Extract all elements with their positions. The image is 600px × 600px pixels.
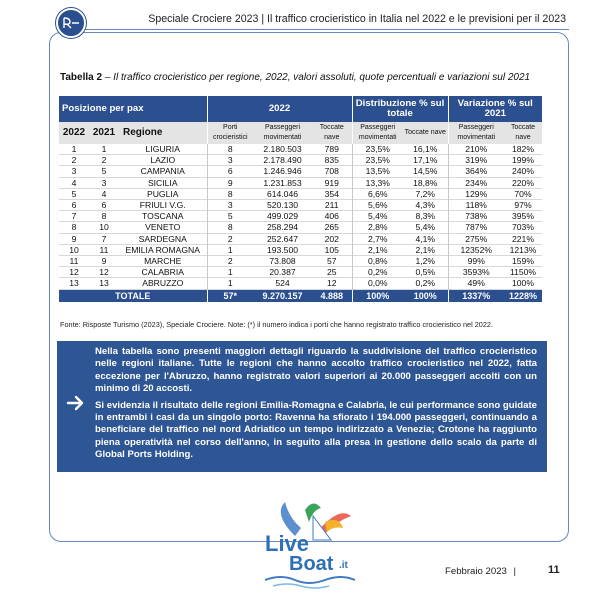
cell-pos-2021: 11: [89, 244, 119, 255]
cell-pos-2021: 2: [89, 155, 119, 166]
note-paragraph-2: Si evidenzia il risultato delle regioni Emilia-Romagna e Calabria, le cui performance sono guidate in entrambi i casi da un singolo porto: Ravenna ha sfiorato i 194.000 passeggeri, continuando a beneficiare del traffico nel nord Adriatico un tempo indirizzato a Venezia; Crotone ha raggiunto piena operatività nel corso dell'anno, in seguito alla presa in gestione dello scalo da parte di Global Ports Holding.: [95, 399, 537, 461]
cell-pos-2022: 5: [59, 188, 89, 199]
group-header-distribution: Distribuzione % sul totale: [352, 96, 448, 122]
cell-pos-2022: 6: [59, 200, 89, 211]
cell-var-calls: 100%: [504, 278, 542, 289]
cell-var-passengers: 364%: [448, 166, 504, 177]
table-caption-text: – Il traffico crocieristico per regione, 2022, valori assoluti, quote percentuali e variazioni sul 2021: [102, 72, 531, 83]
cell-dist-passengers: 23,5%: [352, 155, 403, 166]
cell-ports: 8: [207, 188, 253, 199]
footer-date: [445, 566, 516, 577]
cell-ports: 1: [207, 278, 253, 289]
cell-var-passengers: 210%: [448, 144, 504, 155]
col-header-region: Regione: [119, 122, 207, 144]
cell-region: LIGURIA: [119, 144, 207, 155]
cell-pos-2021: 9: [89, 256, 119, 267]
table-caption-label: Tabella 2: [60, 72, 103, 83]
cell-passengers: 1.231.853: [253, 177, 312, 188]
cell-var-passengers: 129%: [448, 188, 504, 199]
page-number: 11: [548, 564, 560, 576]
cell-pos-2022: 8: [59, 222, 89, 233]
cell-ports: 5: [207, 211, 253, 222]
cell-region: CALABRIA: [119, 267, 207, 278]
cell-dist-passengers: 0,2%: [352, 267, 403, 278]
table-row: [59, 278, 542, 289]
group-header-row: [59, 96, 542, 122]
emblem-wave-icon: [273, 584, 329, 588]
emblem-leaf-icon: [325, 520, 343, 532]
cell-region: PUGLIA: [119, 188, 207, 199]
cell-calls: 354: [312, 188, 352, 199]
cell-dist-calls: 16,1%: [403, 144, 448, 155]
cell-dist-calls: 1,2%: [403, 256, 448, 267]
cell-var-passengers: 99%: [448, 256, 504, 267]
cell-pos-2021: 7: [89, 233, 119, 244]
cell-dist-passengers: 0,0%: [352, 278, 403, 289]
cell-dist-passengers: 6,6%: [352, 188, 403, 199]
cell-ports: 9: [207, 177, 253, 188]
cell-var-calls: 70%: [504, 188, 542, 199]
cell-region: EMILIA ROMAGNA: [119, 244, 207, 255]
total-var-calls: 1228%: [504, 289, 542, 302]
arrow-right-icon: [66, 393, 86, 413]
cell-dist-calls: 0,5%: [403, 267, 448, 278]
total-calls: 4.888: [312, 289, 352, 302]
cell-pos-2022: 1: [59, 144, 89, 155]
emblem-word-2: Boat: [289, 553, 334, 575]
cell-calls: 265: [312, 222, 352, 233]
note-box: [57, 341, 547, 472]
cell-dist-passengers: 2,8%: [352, 222, 403, 233]
table-row: [59, 177, 542, 188]
cell-ports: 2: [207, 233, 253, 244]
cell-ports: 3: [207, 155, 253, 166]
cell-pos-2022: 9: [59, 233, 89, 244]
cell-var-passengers: 3593%: [448, 267, 504, 278]
cell-calls: 105: [312, 244, 352, 255]
emblem-word-1: Live: [265, 531, 310, 556]
total-passengers: 9.270.157: [253, 289, 312, 302]
footer-date-text: Febbraio 2023: [445, 566, 507, 577]
group-header-2022: 2022: [207, 96, 352, 122]
col-header-var-passengers: Passeggeri movimentati: [448, 122, 504, 144]
cell-region: MARCHE: [119, 256, 207, 267]
emblem-suffix: .it: [339, 560, 348, 571]
col-header-dist-passengers: Passeggeri movimentati: [352, 122, 403, 144]
total-var-passengers: 1337%: [448, 289, 504, 302]
cell-passengers: 193.500: [253, 244, 312, 255]
table-row: [59, 233, 542, 244]
cell-pos-2021: 4: [89, 188, 119, 199]
header-rule: [80, 29, 569, 30]
logo-mark-icon: [61, 16, 81, 30]
col-header-dist-calls: Toccate nave: [403, 122, 448, 144]
cell-ports: 8: [207, 222, 253, 233]
table-body: [59, 144, 542, 289]
table-row: [59, 200, 542, 211]
cell-var-passengers: 12352%: [448, 244, 504, 255]
cell-calls: 919: [312, 177, 352, 188]
table-row: [59, 155, 542, 166]
cell-var-calls: 159%: [504, 256, 542, 267]
cell-region: FRIULI V.G.: [119, 200, 207, 211]
cell-dist-passengers: 5,6%: [352, 200, 403, 211]
cell-region: CAMPANIA: [119, 166, 207, 177]
source-note: Fonte: Risposte Turismo (2023), Speciale Crociere. Note: (*) il numero indica i porti che hanno registrato traffico crocieristico nel 2022.: [60, 320, 494, 329]
cell-calls: 57: [312, 256, 352, 267]
cell-pos-2022: 11: [59, 256, 89, 267]
cell-var-passengers: 234%: [448, 177, 504, 188]
cell-ports: 1: [207, 267, 253, 278]
cell-passengers: 258.294: [253, 222, 312, 233]
footer-separator: |: [513, 566, 517, 577]
cell-var-calls: 240%: [504, 166, 542, 177]
cell-pos-2021: 5: [89, 166, 119, 177]
table-row: [59, 166, 542, 177]
group-header-variation: Variazione % sul 2021: [448, 96, 542, 122]
cell-region: LAZIO: [119, 155, 207, 166]
table-row: [59, 211, 542, 222]
cell-pos-2021: 12: [89, 267, 119, 278]
cell-passengers: 2.178.490: [253, 155, 312, 166]
cell-passengers: 20.387: [253, 267, 312, 278]
cell-pos-2021: 10: [89, 222, 119, 233]
cell-dist-calls: 14,5%: [403, 166, 448, 177]
cell-ports: 1: [207, 244, 253, 255]
cell-ports: 2: [207, 256, 253, 267]
cell-calls: 835: [312, 155, 352, 166]
cell-pos-2021: 6: [89, 200, 119, 211]
cell-passengers: 1.246.946: [253, 166, 312, 177]
cell-var-calls: 199%: [504, 155, 542, 166]
sub-header-row: [59, 122, 542, 144]
cell-var-calls: 1150%: [504, 267, 542, 278]
cell-passengers: 73.808: [253, 256, 312, 267]
cell-var-calls: 220%: [504, 177, 542, 188]
cell-pos-2022: 2: [59, 155, 89, 166]
emblem-wave-icon: [265, 577, 355, 583]
col-header-ports: Porti crocieristici: [207, 122, 253, 144]
cell-calls: 708: [312, 166, 352, 177]
cell-pos-2021: 1: [89, 144, 119, 155]
cell-passengers: 520.130: [253, 200, 312, 211]
cell-dist-calls: 4,1%: [403, 233, 448, 244]
cell-pos-2021: 3: [89, 177, 119, 188]
cell-dist-calls: 5,4%: [403, 222, 448, 233]
cell-ports: 8: [207, 144, 253, 155]
cell-var-calls: 97%: [504, 200, 542, 211]
table-row: [59, 188, 542, 199]
cell-dist-passengers: 13,5%: [352, 166, 403, 177]
total-dist-calls: 100%: [403, 289, 448, 302]
cell-var-calls: 703%: [504, 222, 542, 233]
cell-region: SARDEGNA: [119, 233, 207, 244]
cell-region: VENETO: [119, 222, 207, 233]
cell-calls: 789: [312, 144, 352, 155]
cell-calls: 406: [312, 211, 352, 222]
logo: [56, 8, 86, 38]
cell-var-calls: 1213%: [504, 244, 542, 255]
cell-dist-passengers: 0,8%: [352, 256, 403, 267]
cell-var-passengers: 738%: [448, 211, 504, 222]
cell-dist-calls: 7,2%: [403, 188, 448, 199]
cell-var-passengers: 275%: [448, 233, 504, 244]
cell-pos-2021: 13: [89, 278, 119, 289]
cell-var-calls: 182%: [504, 144, 542, 155]
col-header-calls: Toccate nave: [312, 122, 352, 144]
cell-pos-2022: 12: [59, 267, 89, 278]
cell-pos-2022: 13: [59, 278, 89, 289]
cell-var-passengers: 319%: [448, 155, 504, 166]
cell-passengers: 614.046: [253, 188, 312, 199]
cell-dist-passengers: 2,7%: [352, 233, 403, 244]
cell-var-calls: 395%: [504, 211, 542, 222]
liveboat-emblem: [255, 496, 365, 594]
table-row: [59, 256, 542, 267]
col-header-passengers: Passeggeri movimentati: [253, 122, 312, 144]
cell-pos-2021: 8: [89, 211, 119, 222]
cell-var-passengers: 118%: [448, 200, 504, 211]
total-row: [59, 289, 542, 302]
table-row: [59, 267, 542, 278]
table-row: [59, 144, 542, 155]
cell-region: TOSCANA: [119, 211, 207, 222]
total-ports: 57*: [207, 289, 253, 302]
cell-calls: 211: [312, 200, 352, 211]
cell-dist-calls: 2,1%: [403, 244, 448, 255]
cell-calls: 25: [312, 267, 352, 278]
cell-passengers: 252.647: [253, 233, 312, 244]
col-header-var-calls: Toccate nave: [504, 122, 542, 144]
cell-region: SICILIA: [119, 177, 207, 188]
cell-pos-2022: 3: [59, 166, 89, 177]
table-caption: [60, 72, 530, 83]
cell-pos-2022: 7: [59, 211, 89, 222]
cell-pos-2022: 10: [59, 244, 89, 255]
col-header-2022: 2022: [59, 122, 89, 144]
cell-var-passengers: 787%: [448, 222, 504, 233]
cell-dist-passengers: 2,1%: [352, 244, 403, 255]
group-header-position: Posizione per pax: [59, 96, 207, 122]
note-paragraph-1: Nella tabella sono presenti maggiori dettagli riguardo la suddivisione del traffico crocieristico nelle regioni italiane. Tutte le regioni che hanno accolto traffico crocieristico nel 2022, fatta eccezione per l'Abruzzo, hanno registrato valori superiori ai 20.000 passeggeri accolti con un minimo di 20 accosti.: [95, 346, 537, 395]
table-row: [59, 244, 542, 255]
cell-ports: 3: [207, 200, 253, 211]
cell-dist-passengers: 23,5%: [352, 144, 403, 155]
cell-ports: 6: [207, 166, 253, 177]
cell-dist-passengers: 13,3%: [352, 177, 403, 188]
page-header-title: Speciale Crociere 2023 | Il traffico crocieristico in Italia nel 2022 e le previsioni per il 2023: [148, 13, 566, 25]
total-label: TOTALE: [59, 289, 207, 302]
col-header-2021: 2021: [89, 122, 119, 144]
cell-dist-calls: 18,8%: [403, 177, 448, 188]
cell-region: ABRUZZO: [119, 278, 207, 289]
regional-traffic-table: [59, 96, 542, 302]
cell-dist-calls: 4,3%: [403, 200, 448, 211]
cell-passengers: 2.180.503: [253, 144, 312, 155]
cell-var-calls: 221%: [504, 233, 542, 244]
cell-var-passengers: 49%: [448, 278, 504, 289]
cell-dist-calls: 0,2%: [403, 278, 448, 289]
cell-dist-calls: 17,1%: [403, 155, 448, 166]
cell-passengers: 499.029: [253, 211, 312, 222]
table-row: [59, 222, 542, 233]
cell-passengers: 524: [253, 278, 312, 289]
cell-calls: 202: [312, 233, 352, 244]
cell-dist-calls: 8,3%: [403, 211, 448, 222]
note-text: [95, 346, 537, 466]
cell-pos-2022: 4: [59, 177, 89, 188]
total-dist-passengers: 100%: [352, 289, 403, 302]
cell-dist-passengers: 5,4%: [352, 211, 403, 222]
cell-calls: 12: [312, 278, 352, 289]
